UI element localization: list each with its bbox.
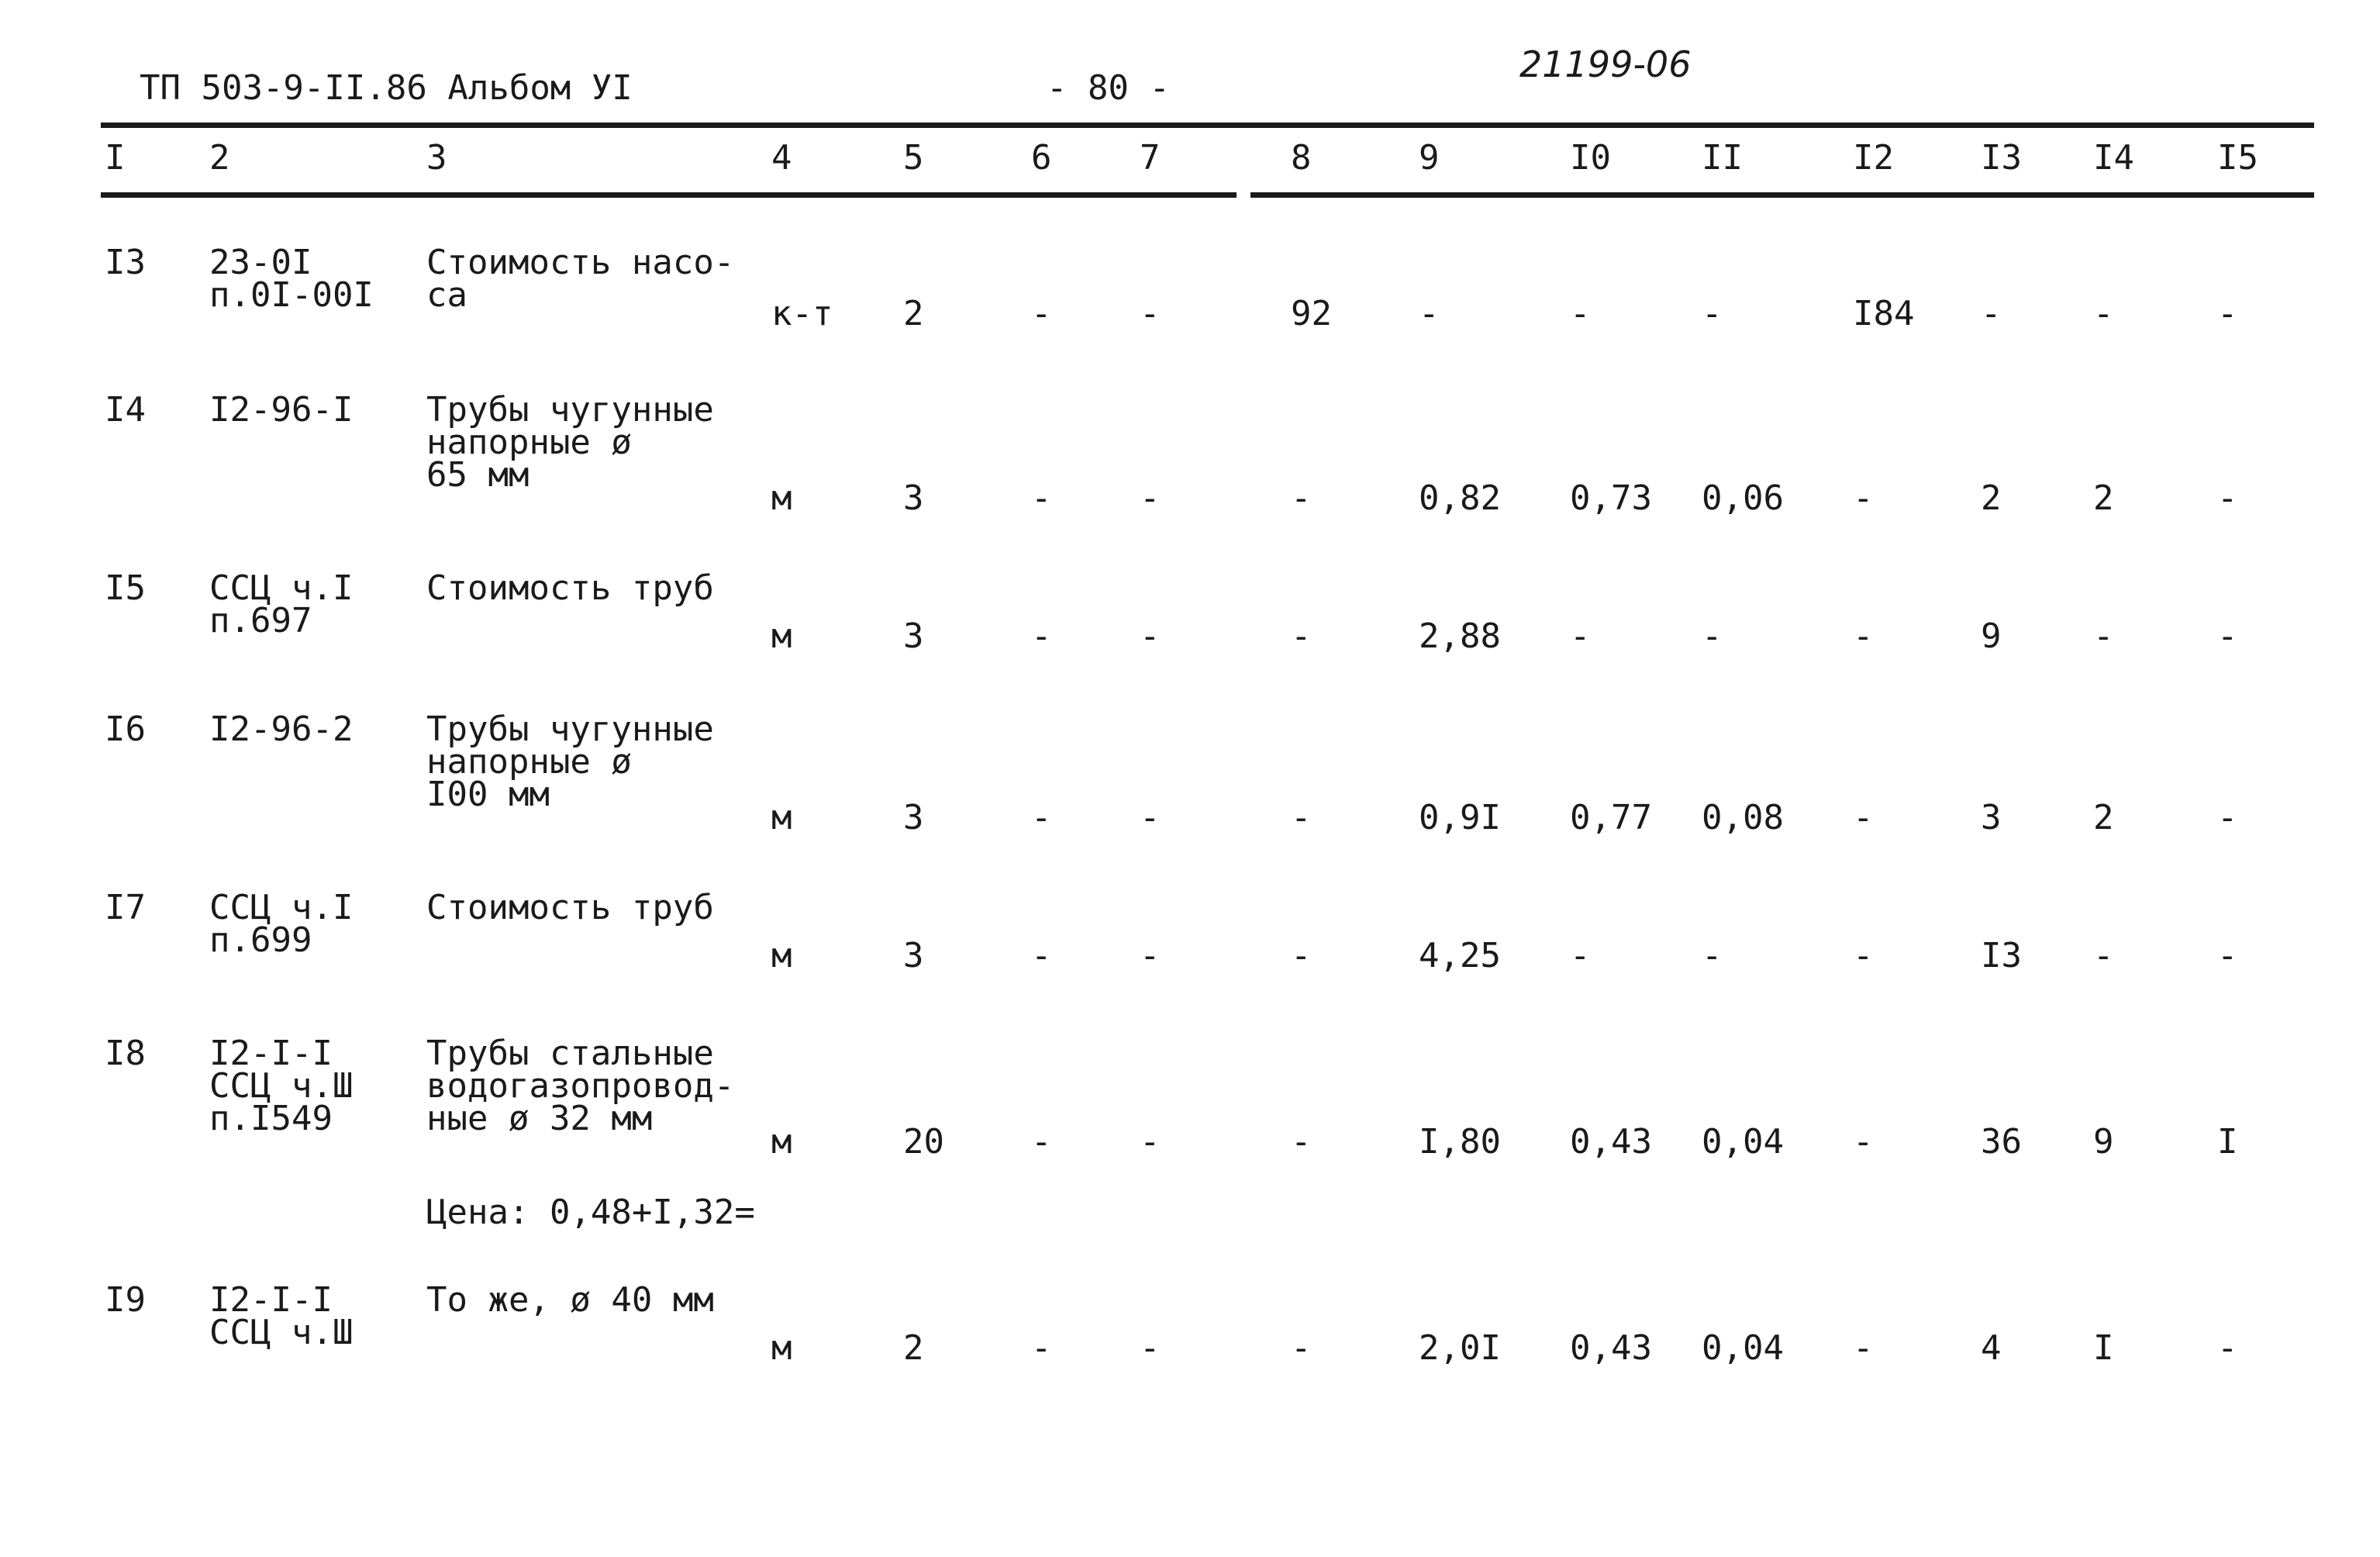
rule-gap: [1237, 191, 1250, 199]
cell-name: Трубы чугунные напорные ø I00 мм: [426, 709, 714, 814]
cell-c14: -: [2093, 294, 2114, 333]
cell-c14: -: [2093, 616, 2114, 656]
cell-c8: -: [1291, 616, 1312, 656]
cell-c6: -: [1031, 1328, 1052, 1368]
cell-c5: 3: [903, 616, 924, 656]
column-header-1: I: [105, 138, 126, 178]
column-header-7: 7: [1140, 138, 1161, 178]
cell-c14: I: [2093, 1328, 2114, 1368]
cell-code: I2-96-2: [209, 709, 354, 749]
cell-c9: -: [1419, 294, 1440, 333]
cell-c10: -: [1570, 616, 1591, 656]
cell-c10: 0,77: [1570, 798, 1652, 837]
cell-c7: -: [1140, 936, 1161, 975]
cell-c12: -: [1853, 616, 1874, 656]
cell-c12: -: [1853, 1122, 1874, 1162]
cell-c12: -: [1853, 1328, 1874, 1368]
cell-n: I5: [105, 568, 146, 608]
cell-c10: -: [1570, 936, 1591, 975]
cell-c9: 2,0I: [1419, 1328, 1501, 1368]
cell-c6: -: [1031, 798, 1052, 837]
cell-c5: 20: [903, 1122, 944, 1162]
cell-c13: I3: [1981, 936, 2022, 975]
cell-c11: -: [1702, 294, 1723, 333]
column-header-3: 3: [426, 138, 447, 178]
cell-unit: м: [771, 478, 792, 518]
handwritten-number: 21199-06: [1519, 43, 1692, 85]
cell-c13: 36: [1981, 1122, 2022, 1162]
cell-c8: -: [1291, 936, 1312, 975]
cell-c6: -: [1031, 616, 1052, 656]
cell-c7: -: [1140, 478, 1161, 518]
cell-c10: 0,43: [1570, 1122, 1652, 1162]
cell-n: I8: [105, 1034, 146, 1073]
cell-c15: -: [2217, 936, 2238, 975]
cell-c8: -: [1291, 1328, 1312, 1368]
cell-c13: -: [1981, 294, 2002, 333]
cell-c8: -: [1291, 478, 1312, 518]
cell-n: I3: [105, 243, 146, 282]
cell-c9: I,80: [1419, 1122, 1501, 1162]
column-header-2: 2: [209, 138, 230, 178]
cell-c11: -: [1702, 616, 1723, 656]
cell-c7: -: [1140, 798, 1161, 837]
cell-unit: м: [771, 616, 792, 656]
cell-c5: 3: [903, 798, 924, 837]
cell-code: I2-I-I ССЦ ч.Ш: [209, 1280, 354, 1352]
cell-c5: 3: [903, 936, 924, 975]
cell-c12: -: [1853, 936, 1874, 975]
column-header-10: I0: [1570, 138, 1611, 178]
cell-code: I2-96-I: [209, 390, 354, 430]
cell-unit: м: [771, 798, 792, 837]
document-code: ТП 503-9-II.86 Альбом УI: [140, 68, 633, 108]
column-header-4: 4: [771, 138, 792, 178]
cell-c13: 9: [1981, 616, 2002, 656]
cell-c11: 0,04: [1702, 1328, 1784, 1368]
cell-c12: -: [1853, 798, 1874, 837]
cell-c6: -: [1031, 936, 1052, 975]
column-header-9: 9: [1419, 138, 1440, 178]
column-header-5: 5: [903, 138, 924, 178]
cell-unit: м: [771, 1122, 792, 1162]
cell-c7: -: [1140, 1328, 1161, 1368]
cell-c9: 0,82: [1419, 478, 1501, 518]
cell-c8: -: [1291, 798, 1312, 837]
cell-code: ССЦ ч.I п.699: [209, 888, 354, 960]
cell-c11: 0,06: [1702, 478, 1784, 518]
cell-name: Стоимость труб: [426, 568, 714, 608]
column-header-13: I3: [1981, 138, 2022, 178]
cell-c10: 0,43: [1570, 1328, 1652, 1368]
column-header-11: II: [1702, 138, 1743, 178]
column-header-8: 8: [1291, 138, 1312, 178]
column-header-15: I5: [2217, 138, 2258, 178]
cell-c13: 2: [1981, 478, 2002, 518]
cell-c12: I84: [1853, 294, 1915, 333]
cell-c10: 0,73: [1570, 478, 1652, 518]
cell-name: То же, ø 40 мм: [426, 1280, 714, 1320]
cell-c14: 2: [2093, 798, 2114, 837]
cell-name: Трубы чугунные напорные ø 65 мм: [426, 390, 714, 495]
cell-name: Стоимость труб: [426, 888, 714, 927]
cell-c15: -: [2217, 798, 2238, 837]
cell-c14: -: [2093, 936, 2114, 975]
cell-name: Стоимость насо- са: [426, 243, 735, 315]
cell-n: I6: [105, 709, 146, 749]
cell-unit: м: [771, 936, 792, 975]
header-rule-top: [101, 123, 2314, 128]
cell-c9: 4,25: [1419, 936, 1501, 975]
cell-n: I4: [105, 390, 146, 430]
cell-n: I7: [105, 888, 146, 927]
cell-name: Трубы стальные водогазопровод- ные ø 32 мм: [426, 1034, 735, 1138]
cell-c13: 4: [1981, 1328, 2002, 1368]
cell-c15: -: [2217, 294, 2238, 333]
cell-c12: -: [1853, 478, 1874, 518]
cell-c10: -: [1570, 294, 1591, 333]
cell-unit: м: [771, 1328, 792, 1368]
cell-c9: 2,88: [1419, 616, 1501, 656]
cell-c14: 9: [2093, 1122, 2114, 1162]
cell-c15: -: [2217, 478, 2238, 518]
cell-unit: к-т: [771, 294, 833, 333]
cell-c11: -: [1702, 936, 1723, 975]
cell-c9: 0,9I: [1419, 798, 1501, 837]
column-header-14: I4: [2093, 138, 2134, 178]
column-header-12: I2: [1853, 138, 1894, 178]
cell-c11: 0,04: [1702, 1122, 1784, 1162]
cell-c15: -: [2217, 616, 2238, 656]
column-header-6: 6: [1031, 138, 1052, 178]
cell-c8: -: [1291, 1122, 1312, 1162]
cell-c6: -: [1031, 1122, 1052, 1162]
cell-c5: 3: [903, 478, 924, 518]
cell-c5: 2: [903, 294, 924, 333]
cell-c5: 2: [903, 1328, 924, 1368]
cell-c7: -: [1140, 294, 1161, 333]
page-number: - 80 -: [1047, 68, 1170, 108]
cell-c7: -: [1140, 616, 1161, 656]
cell-c15: I: [2217, 1122, 2238, 1162]
cell-code: 23-0I п.0I-00I: [209, 243, 374, 315]
cell-c6: -: [1031, 294, 1052, 333]
cell-n: I9: [105, 1280, 146, 1320]
cell-c13: 3: [1981, 798, 2002, 837]
cell-code: ССЦ ч.I п.697: [209, 568, 354, 640]
cell-c8: 92: [1291, 294, 1332, 333]
cell-c7: -: [1140, 1122, 1161, 1162]
cell-c6: -: [1031, 478, 1052, 518]
header-rule-bottom: [101, 192, 2314, 198]
cell-c14: 2: [2093, 478, 2114, 518]
cell-c15: -: [2217, 1328, 2238, 1368]
cell-code: I2-I-I ССЦ ч.Ш п.I549: [209, 1034, 354, 1138]
price-note: Цена: 0,48+I,32=: [426, 1193, 755, 1232]
cell-c11: 0,08: [1702, 798, 1784, 837]
